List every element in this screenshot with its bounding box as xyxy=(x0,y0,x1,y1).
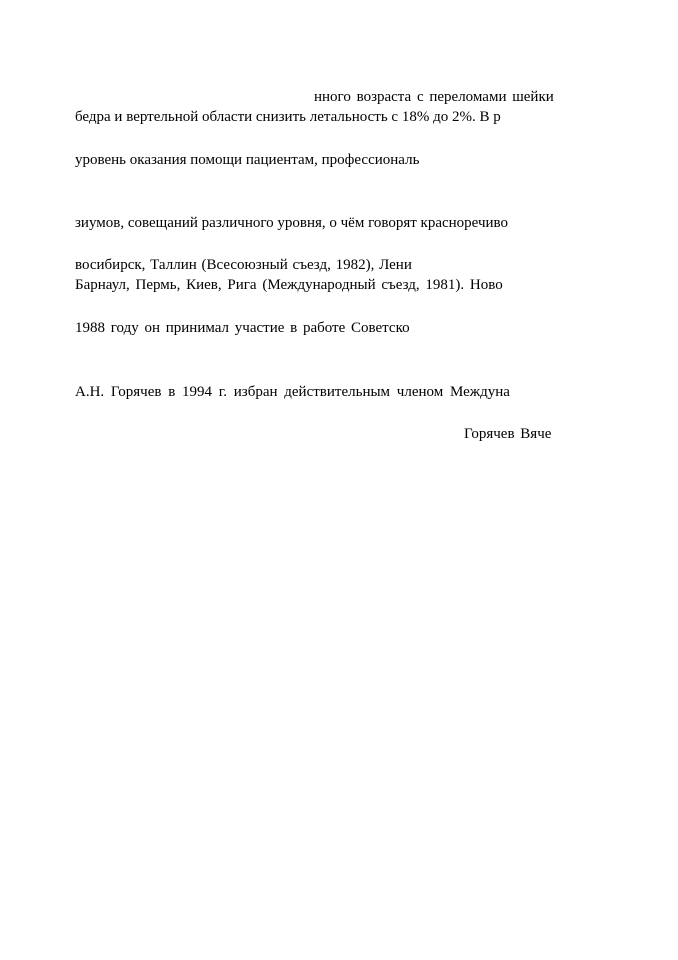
text-line-1: нного возраста с переломами шейки xyxy=(314,89,554,105)
text-line-8: А.Н. Горячев в 1994 г. избран действительным членом Междуна xyxy=(75,384,510,400)
text-line-7: 1988 году он принимал участие в работе Советско xyxy=(75,320,410,336)
text-line-9: Горячев Вяче xyxy=(464,426,552,442)
text-line-3: уровень оказания помощи пациентам, профессиональ xyxy=(75,152,420,168)
text-line-2: бедра и вертельной области снизить летальность с 18% до 2%. В р xyxy=(75,109,501,125)
text-line-4: зиумов, совещаний различного уровня, о чём говорят красноречиво xyxy=(75,215,509,231)
text-line-6: Барнаул, Пермь, Киев, Рига (Международный съезд, 1981). Ново xyxy=(75,277,503,293)
text-line-5: восибирск, Таллин (Всесоюзный съезд, 1982), Лени xyxy=(75,257,412,273)
